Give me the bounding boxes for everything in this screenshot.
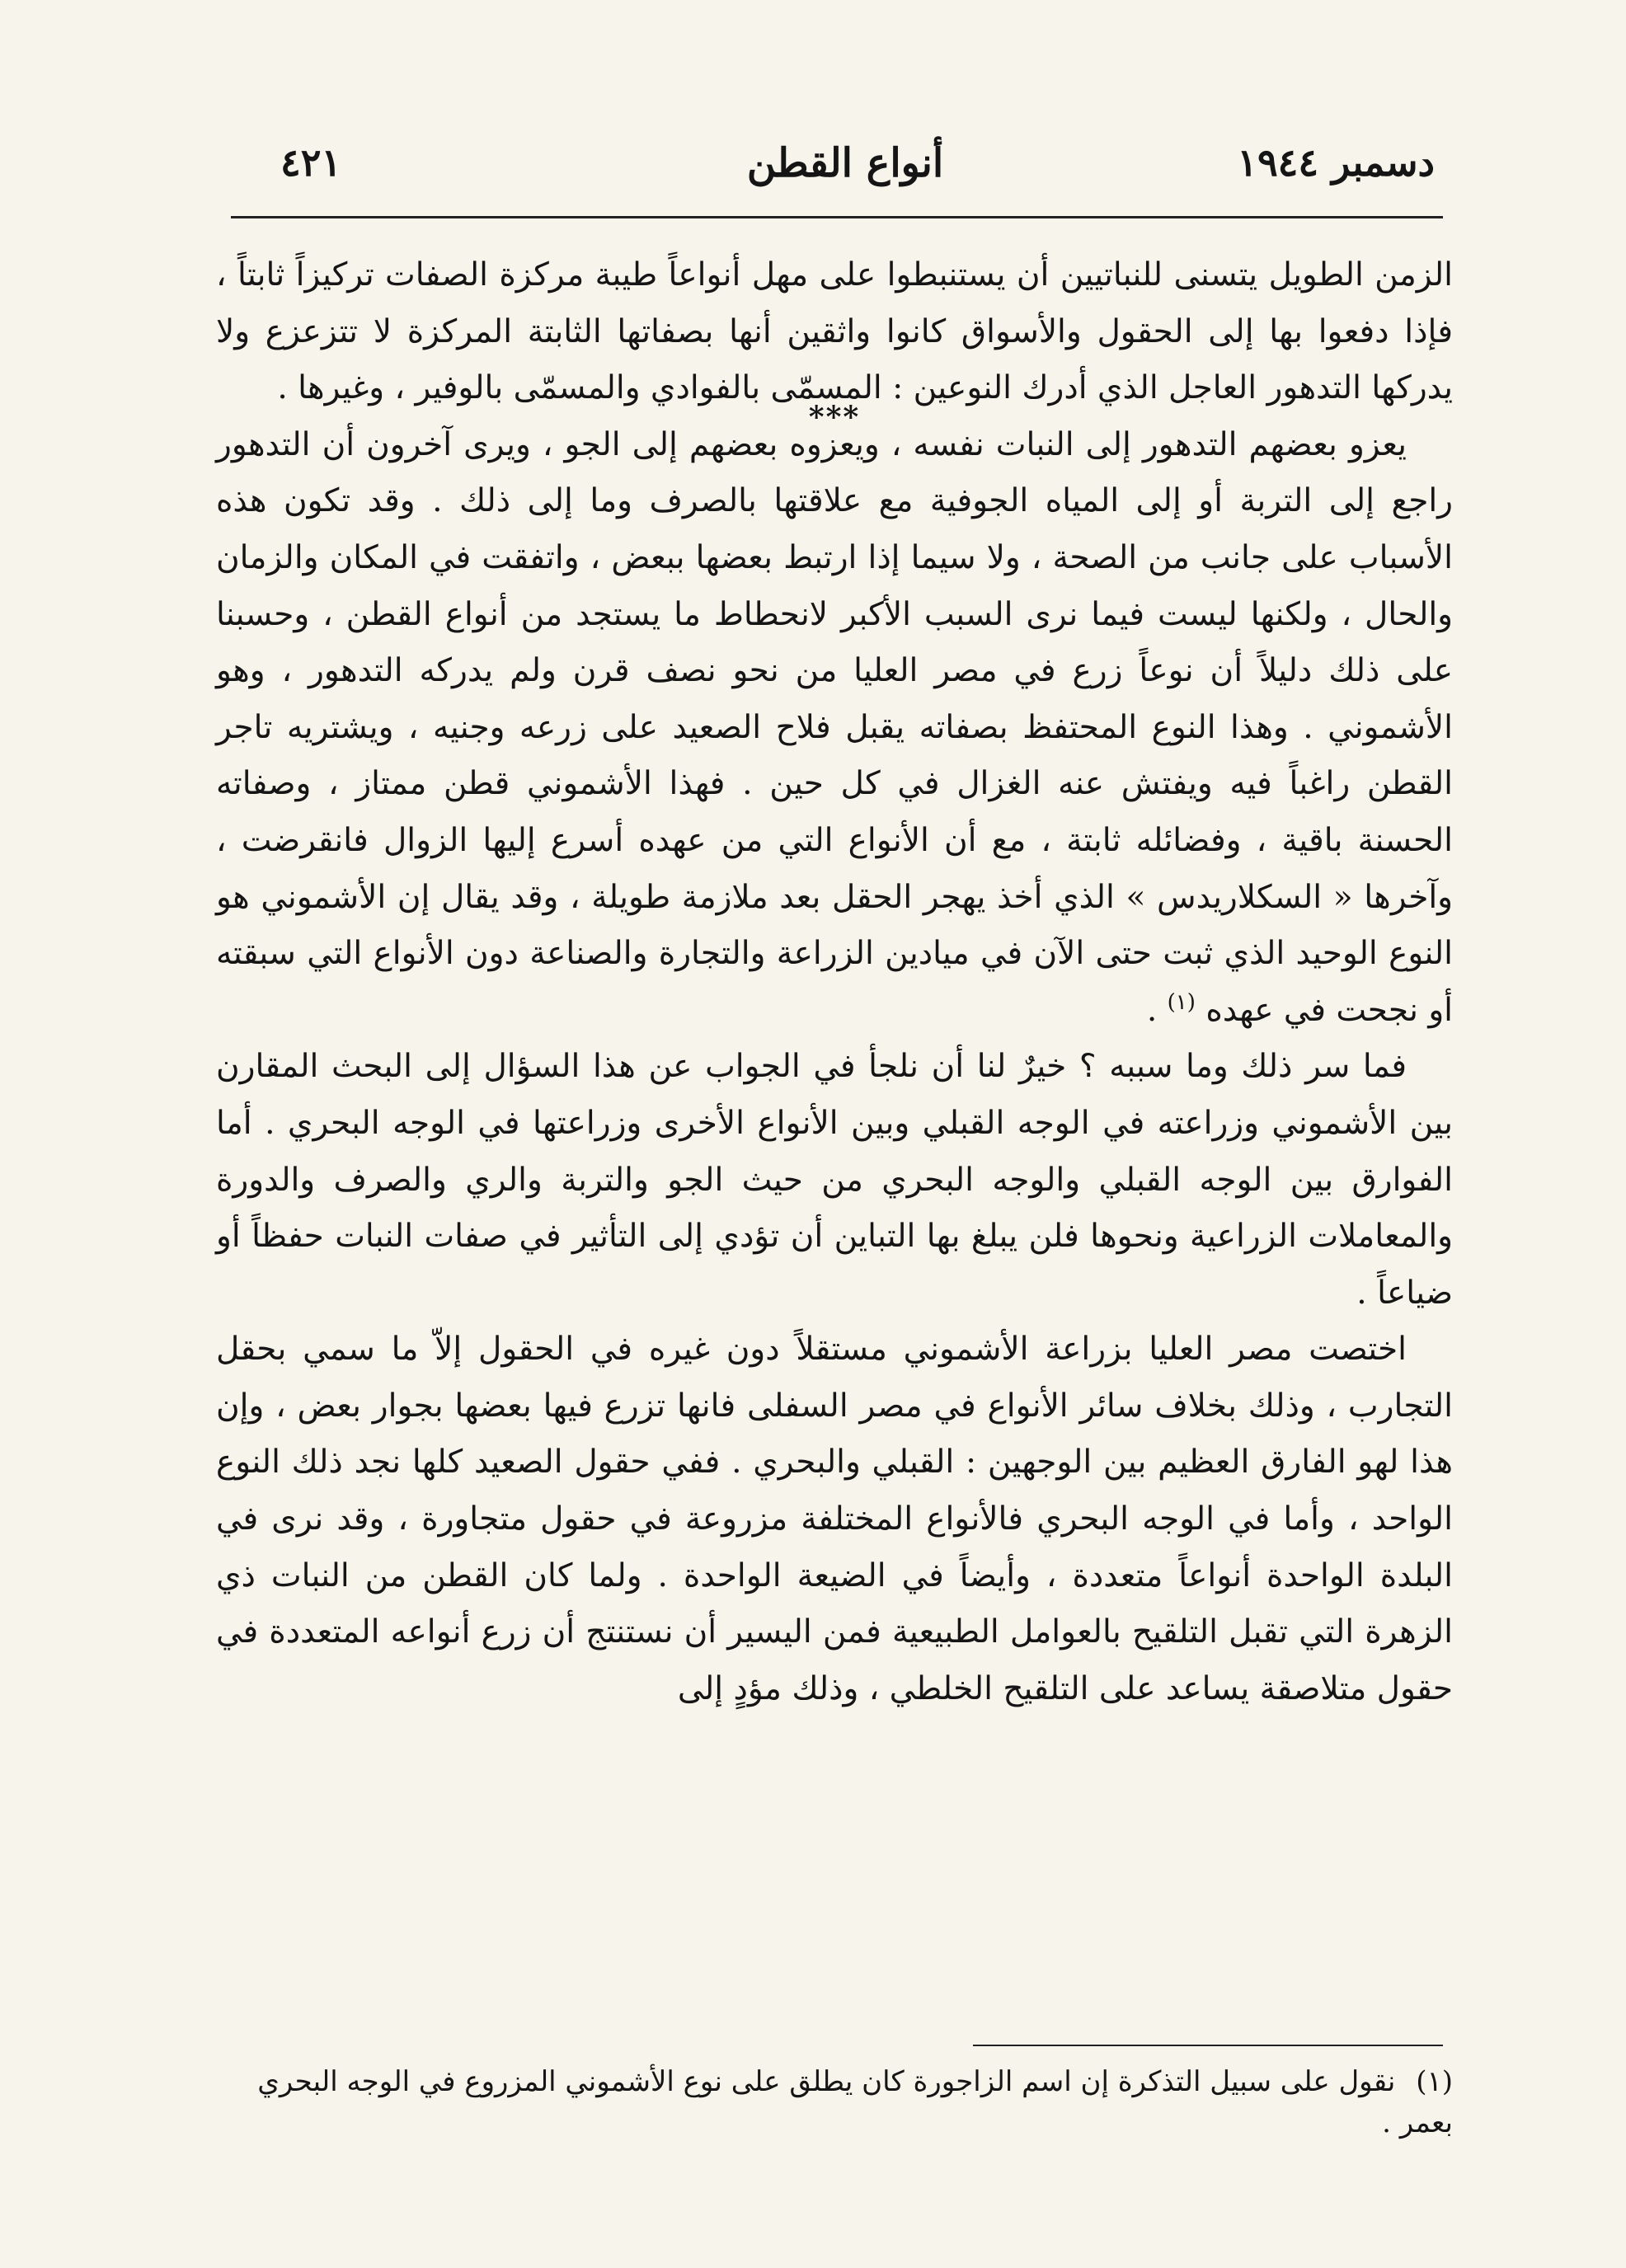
- paragraph-2-text: يعزو بعضهم التدهور إلى النبات نفسه ، ويعزوه بعضهم إلى الجو ، ويرى آخرون أن التدهور راجع إلى التربة أو إلى المياه الجوفية مع علاقتها بالصرف وما إلى ذلك . وقد تكون هذه الأسباب على جانب من الصحة ، ولا سيما إذا ارتبط بعضها ببعض ، واتفقت في المكان والزمان والحال ، ولكنها ليست فيما نرى السبب الأكبر لانحطاط ما يستجد من أنواع القطن ، وحسبنا على ذلك دليلاً أن نوعاً زرع في مصر العليا من نحو نصف قرن ولم يدركه التدهور ، وهو الأشموني . وهذا النوع المحتفظ بصفاته يقبل فلاح الصعيد على زرعه وجنيه ، ويشتريه تاجر القطن راغباً فيه ويفتش عنه الغزال في كل حين . فهذا الأشموني قطن ممتاز ، وصفاته الحسنة باقية ، وفضائله ثابتة ، مع أن الأنواع التي من عهده أسرع إليها الزوال فانقرضت ، وآخرها « السكلاريدس » الذي أخذ يهجر الحقل بعد ملازمة طويلة ، وقد يقال إن الأشموني هو النوع الوحيد الذي ثبت حتى الآن في ميادين الزراعة والتجارة والصناعة دون الأنواع التي سبقته أو نجحت في عهده: [216, 425, 1453, 1029]
- paragraph-1: الزمن الطويل يتسنى للنباتيين أن يستنبطوا على مهل أنواعاً طيبة مركزة الصفات تركيزاً ثابتاً ، فإذا دفعوا بها إلى الحقول والأسواق كانوا واثقين أنها بصفاتها الثابتة المركزة لا تتزعزع ولا يدركها التدهور العاجل الذي أدرك النوعين : المسمّى بالفوادي والمسمّى بالوفير ، وغيرها .: [216, 256, 1453, 407]
- paragraph-3: فما سر ذلك وما سببه ؟ خيرٌ لنا أن نلجأ في الجواب عن هذا السؤال إلى البحث المقارن بين الأشموني وزراعته في الوجه القبلي وبين الأنواع الأخرى وزراعتها في الوجه البحري . أما الفوارق بين الوجه القبلي والوجه البحري من حيث الجو والتربة والري والصرف والدورة والمعاملات الزراعية ونحوها فلن يبلغ بها التباين أن تؤدي إلى التأثير في صفات النبات حفظاً أو ضياعاً .: [216, 1048, 1453, 1312]
- paragraph-2-end: .: [1146, 991, 1168, 1029]
- page-header: [256, 132, 1435, 206]
- article-body: [216, 247, 1453, 1717]
- header-date: دسمبر ١٩٤٤: [1237, 140, 1435, 185]
- section-separator: ***: [808, 399, 861, 434]
- footnote-number: (١): [1416, 2065, 1453, 2098]
- paragraph-2: [216, 417, 1453, 1040]
- paragraph-4: اختصت مصر العليا بزراعة الأشموني مستقلاً دون غيره في الحقول إلاّ ما سمي بحقل التجارب ، وذلك بخلاف سائر الأنواع في مصر السفلى فانها تزرع فيها بعضها بجوار بعض ، وإن هذا لهو الفارق العظيم بين الوجهين : القبلي والبحري . ففي حقول الصعيد كلها نجد ذلك النوع الواحد ، وأما في الوجه البحري فالأنواع المختلفة مزروعة في حقول متجاورة ، وقد نرى في البلدة الواحدة أنواعاً متعددة ، وأيضاً في الضيعة الواحدة . ولما كان القطن من النبات ذي الزهرة التي تقبل التلقيح بالعوامل الطبيعية فمن اليسير أن نستنتج أن زرع أنواعه المتعددة في حقول متلاصقة يساعد على التلقيح الخلطي ، وذلك مؤدٍ إلى: [216, 1331, 1453, 1707]
- footnote-reference: (١): [1167, 989, 1196, 1015]
- footnote-text: نقول على سبيل التذكرة إن اسم الزاجورة كان يطلق على نوع الأشموني المزروع في الوجه البحري بعمر .: [257, 2065, 1453, 2139]
- page-number: ٤٢١: [280, 140, 342, 185]
- header-rule: [231, 216, 1443, 218]
- header-title: أنواع القطن: [746, 140, 944, 186]
- footnote-rule: [973, 2045, 1443, 2046]
- footnote: [216, 2061, 1453, 2144]
